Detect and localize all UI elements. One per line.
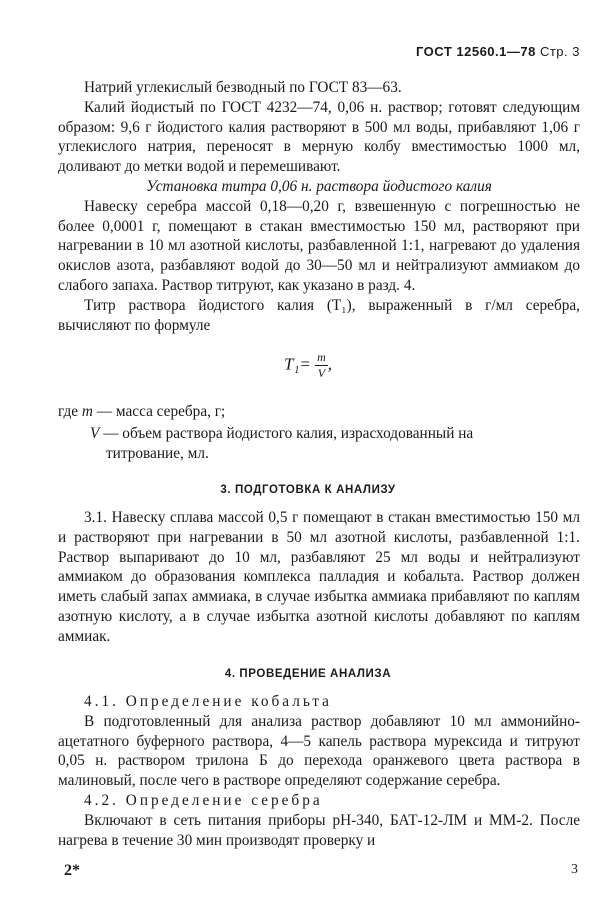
formula-denominator: V bbox=[317, 366, 326, 380]
page-label: Стр. 3 bbox=[539, 44, 580, 59]
subheading-4-1: 4.1. Определение кобальта bbox=[84, 693, 332, 710]
paragraph-potassium-iodide: Калий йодистый по ГОСТ 4232—74, 0,06 н. раствор; готовят следующим образом: 9,6 г йодистого калия растворяют в 500 мл воды, прибавляют 1,06 г углекислого натрия, переносят в мерную колбу вместимостью 1000 мл, доливают до метки водой и перемешивают. bbox=[58, 98, 580, 176]
subheading-4-2: 4.2. Определение серебра bbox=[84, 791, 323, 809]
where-v-row-2 bbox=[106, 444, 209, 464]
where-m-symbol: m bbox=[81, 403, 93, 420]
formula-tail: , bbox=[327, 354, 332, 374]
formula bbox=[0, 350, 616, 381]
paragraph-titer-definition: Титр раствора йодистого калия (T₁), выраженный в г/мл серебра, вычисляют по формуле bbox=[58, 296, 580, 334]
footer-signature-mark: 2* bbox=[64, 862, 80, 879]
where-v-symbol: V bbox=[90, 425, 100, 442]
section-4-body bbox=[58, 692, 580, 850]
formula-numerator: m bbox=[317, 350, 326, 364]
titration-subtitle: Установка титра 0,06 н. раствора йодистого калия bbox=[146, 177, 492, 195]
formula-lhs: T₁= bbox=[283, 354, 311, 374]
section-3-heading: 3. ПОДГОТОВКА К АНАЛИЗУ bbox=[220, 484, 396, 496]
page-number: 3 bbox=[571, 862, 578, 877]
where-m-row bbox=[58, 402, 225, 422]
where-v-text: — объем раствора йодистого калия, израсходованный на bbox=[103, 425, 474, 442]
intro-block bbox=[58, 78, 580, 335]
paragraph-3-1: 3.1. Навеску сплава массой 0,5 г помещают в стакан вместимостью 150 мл и растворяют при нагревании в 50 мл азотной кислоты, разбавленной 1:1. Раствор выпаривают до 10 мл, разбавляют 25 мл воды и нейтрализуют аммиаком до образования комплекса палладия и кобальта. Раствор должен иметь слабый запах аммиака, в случае избытка аммиака прибавляют по каплям азотную кислоту, а в случае избытка азотной кислоты добавляют по каплям аммиак. bbox=[58, 509, 580, 645]
paragraph-4-1: В подготовленный для анализа раствор добавляют 10 мл аммонийно-ацетатного буферного раствора, 4—5 капель раствора мурексида и титруют 0,05 н. раствором трилона Б до перехода оранжевого цвета раствора в малиновый, после чего в растворе определяют содержание серебра. bbox=[58, 712, 580, 790]
where-m-text: — масса серебра, г; bbox=[96, 403, 226, 420]
paragraph-4-2: Включают в сеть питания приборы pH-340, БАТ-12-ЛМ и ММ-2. После нагрева в течение 30 мин производят проверку и bbox=[58, 811, 580, 849]
paragraph-silver-weighing: Навеску серебра массой 0,18—0,20 г, взвешенную с погрешностью не более 0,0001 г, помещают в стакан вместимостью 150 мл, растворяют при нагревании в 10 мл азотной кислоты, разбавленной 1:1, нагревают до удаления окислов азота, разбавляют водой до 30—50 мл и нейтрализуют аммиаком до слабого запаха. Раствор титруют, как указано в разд. 4. bbox=[58, 197, 580, 294]
where-v-row bbox=[90, 424, 473, 444]
page-header bbox=[416, 44, 580, 59]
where-prefix: где bbox=[58, 403, 79, 420]
paragraph-sodium-carbonate: Натрий углекислый безводный по ГОСТ 83—63. bbox=[84, 79, 402, 96]
formula-fraction bbox=[315, 350, 328, 381]
section-4-heading: 4. ПРОВЕДЕНИЕ АНАЛИЗА bbox=[224, 668, 392, 680]
section-3-body bbox=[58, 508, 580, 647]
gost-number: ГОСТ 12560.1—78 bbox=[415, 44, 536, 59]
where-v-text-2: титрование, мл. bbox=[106, 445, 209, 462]
